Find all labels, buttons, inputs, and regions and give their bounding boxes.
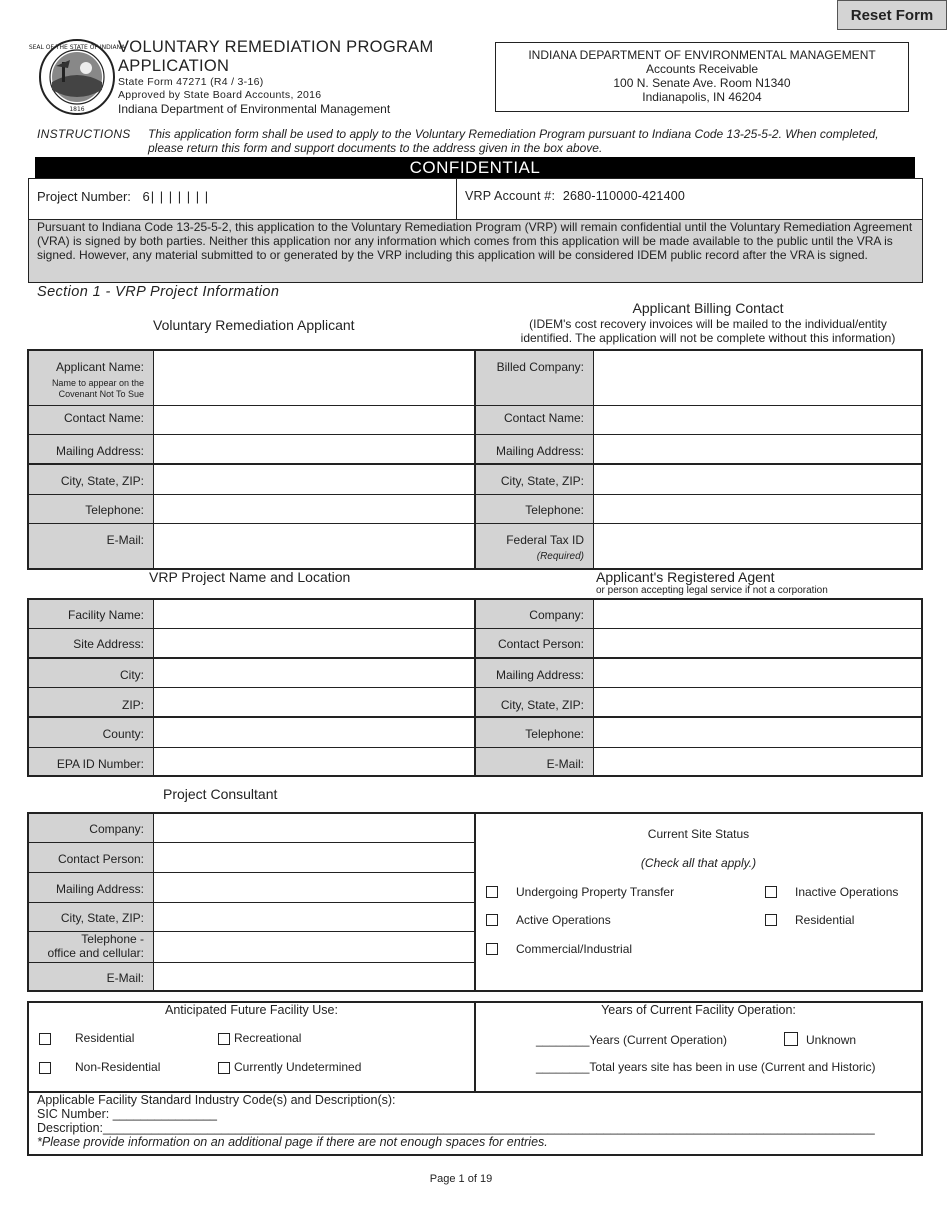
residential-status-label: Residential bbox=[795, 913, 855, 927]
title-line1: VOLUNTARY REMEDIATION PROGRAM bbox=[118, 38, 434, 56]
divider bbox=[27, 872, 476, 873]
federal-tax-id-label: Federal Tax ID bbox=[506, 533, 584, 547]
confidential-banner: CONFIDENTIAL bbox=[35, 157, 915, 178]
sic-section bbox=[37, 1093, 917, 1149]
instructions-text: This application form shall be used to apply to the Voluntary Remediation Program pursuant to Indiana Code 13-25-5-2. When completed, please return this form and support documents to the address given in the box above. bbox=[148, 127, 879, 155]
confidentiality-notice bbox=[29, 220, 922, 282]
consultant-city-label: City, State, ZIP: bbox=[60, 911, 144, 925]
applicant-name-note1: Name to appear on the bbox=[51, 378, 144, 388]
future-undetermined-label: Currently Undetermined bbox=[234, 1060, 362, 1074]
reset-form-button[interactable]: Reset Form bbox=[837, 0, 947, 30]
approval-line: Approved by State Board Accounts, 2016 bbox=[118, 89, 322, 101]
address-line3: 100 N. Senate Ave. Room N1340 bbox=[613, 76, 791, 90]
billing-heading: Applicant Billing Contact bbox=[632, 300, 784, 316]
agent-contact-label: Contact Person: bbox=[497, 637, 584, 651]
years-title: Years of Current Facility Operation: bbox=[601, 1003, 796, 1017]
billing-city-label: City, State, ZIP: bbox=[500, 474, 584, 488]
site-status-title: Current Site Status bbox=[647, 827, 750, 841]
applicant-name-label: Applicant Name: bbox=[55, 360, 144, 374]
consultant-tel-line1: Telephone - bbox=[81, 932, 144, 946]
divider bbox=[27, 902, 476, 903]
agent-note: or person accepting legal service if not a corporation bbox=[596, 585, 828, 596]
agent-heading: Applicant's Registered Agent bbox=[596, 569, 775, 585]
sic-number-line[interactable]: SIC Number: _______________ bbox=[37, 1107, 217, 1121]
section1-heading: Section 1 - VRP Project Information bbox=[37, 284, 280, 300]
active-operations-checkbox[interactable] bbox=[486, 914, 498, 926]
form-title bbox=[118, 38, 478, 102]
vrp-account-value: 2680-110000-421400 bbox=[562, 189, 686, 203]
vrp-account-field bbox=[465, 189, 685, 203]
sic-description-line[interactable]: Description:_______________________________________________________________________________________________________________ bbox=[37, 1121, 875, 1135]
divider bbox=[153, 349, 154, 570]
consultant-contact-label: Contact Person: bbox=[57, 852, 144, 866]
address-line4: Indianapolis, IN 46204 bbox=[642, 90, 762, 104]
billing-contact-label: Contact Name: bbox=[503, 411, 584, 425]
future-recreational-checkbox[interactable] bbox=[218, 1033, 230, 1045]
billed-company-input[interactable] bbox=[595, 352, 920, 404]
page-number: Page 1 of 19 bbox=[429, 1173, 493, 1185]
billing-note-line1: (IDEM's cost recovery invoices will be mailed to the individual/entity bbox=[529, 317, 887, 331]
future-residential-label: Residential bbox=[75, 1031, 135, 1045]
billed-company-label: Billed Company: bbox=[496, 360, 584, 374]
divider bbox=[456, 178, 457, 219]
future-residential-checkbox[interactable] bbox=[39, 1033, 51, 1045]
future-non-residential-checkbox[interactable] bbox=[39, 1062, 51, 1074]
location-heading: VRP Project Name and Location bbox=[149, 569, 351, 585]
consultant-heading: Project Consultant bbox=[163, 786, 278, 802]
sic-note: *Please provide information on an additional page if there are not enough spaces for entries. bbox=[37, 1135, 548, 1149]
divider bbox=[27, 657, 923, 659]
county-label: County: bbox=[102, 727, 144, 741]
residential-status-checkbox[interactable] bbox=[765, 914, 777, 926]
address-line2: Accounts Receivable bbox=[645, 62, 759, 76]
applicant-contact-label: Contact Name: bbox=[63, 411, 144, 425]
billing-note-line2: identified. The application will not be complete without this information) bbox=[520, 331, 896, 345]
facility-name-label: Facility Name: bbox=[67, 608, 144, 622]
applicant-email-label: E-Mail: bbox=[106, 533, 144, 547]
applicant-heading: Voluntary Remediation Applicant bbox=[153, 317, 355, 333]
divider bbox=[474, 349, 476, 570]
vrp-account-label: VRP Account #: bbox=[465, 189, 556, 203]
agent-company-label: Company: bbox=[529, 608, 584, 622]
divider bbox=[593, 349, 594, 570]
consultant-tel-line2: office and cellular: bbox=[47, 946, 144, 960]
tax-id-required-note: (Required) bbox=[536, 551, 584, 562]
applicant-name-note2: Covenant Not To Sue bbox=[58, 389, 144, 399]
consultant-mailing-label: Mailing Address: bbox=[55, 882, 144, 896]
indiana-state-seal bbox=[28, 38, 126, 116]
consultant-email-label: E-Mail: bbox=[106, 971, 144, 985]
applicant-name-input[interactable] bbox=[155, 352, 473, 404]
divider bbox=[27, 405, 923, 406]
city-label: City: bbox=[120, 668, 144, 682]
epa-id-label: EPA ID Number: bbox=[56, 757, 144, 771]
divider bbox=[27, 716, 923, 718]
divider bbox=[27, 842, 476, 843]
divider bbox=[27, 747, 923, 748]
years-unknown-checkbox[interactable] bbox=[784, 1032, 798, 1046]
property-transfer-label: Undergoing Property Transfer bbox=[516, 885, 675, 899]
billing-note bbox=[494, 317, 922, 345]
agent-mailing-label: Mailing Address: bbox=[495, 668, 584, 682]
agent-telephone-label: Telephone: bbox=[525, 727, 584, 741]
commercial-industrial-checkbox[interactable] bbox=[486, 943, 498, 955]
site-status-subtitle: (Check all that apply.) bbox=[640, 856, 757, 870]
property-transfer-checkbox[interactable] bbox=[486, 886, 498, 898]
divider bbox=[27, 523, 923, 524]
title-line2: APPLICATION bbox=[118, 57, 230, 75]
consultant-company-label: Company: bbox=[89, 822, 144, 836]
divider bbox=[27, 962, 476, 963]
active-operations-label: Active Operations bbox=[516, 913, 611, 927]
divider bbox=[27, 628, 923, 629]
instructions-label: INSTRUCTIONS bbox=[37, 127, 131, 141]
project-number-value: 6| | | | | | | bbox=[142, 189, 210, 204]
consultant-telephone-label bbox=[30, 932, 144, 960]
notice-text: Pursuant to Indiana Code 13-25-5-2, this application to the Voluntary Remediation Program (VRP) will remain confidential until the Voluntary Remediation Agreement (VRA) is signed by both parties. Neither this application nor any information which comes from this application will be made available to the public until the VRA is signed. However, any material submitted to or generated by the VRP including this application will be considered IDEM public record after the VRA is signed. bbox=[37, 220, 913, 262]
agent-email-label: E-Mail: bbox=[546, 757, 584, 771]
divider bbox=[27, 463, 923, 465]
site-address-label: Site Address: bbox=[73, 637, 144, 651]
mailing-address-box bbox=[495, 42, 909, 112]
future-non-residential-label: Non-Residential bbox=[75, 1060, 161, 1074]
zip-label: ZIP: bbox=[121, 698, 144, 712]
applicant-name-note bbox=[30, 378, 144, 400]
inactive-operations-checkbox[interactable] bbox=[765, 886, 777, 898]
project-number-field[interactable] bbox=[37, 189, 209, 204]
sic-title: Applicable Facility Standard Industry Code(s) and Description(s): bbox=[37, 1093, 396, 1107]
future-use-title: Anticipated Future Facility Use: bbox=[165, 1003, 338, 1017]
divider bbox=[27, 434, 923, 435]
applicant-mailing-label: Mailing Address: bbox=[55, 444, 144, 458]
department-name: Indiana Department of Environmental Management bbox=[118, 102, 391, 116]
future-undetermined-checkbox[interactable] bbox=[218, 1062, 230, 1074]
seal-year: 1816 bbox=[69, 106, 85, 113]
applicant-city-label: City, State, ZIP: bbox=[60, 474, 144, 488]
billing-telephone-label: Telephone: bbox=[525, 503, 584, 517]
address-line1: INDIANA DEPARTMENT OF ENVIRONMENTAL MANAGEMENT bbox=[528, 48, 876, 62]
divider bbox=[27, 687, 923, 688]
billing-mailing-label: Mailing Address: bbox=[495, 444, 584, 458]
applicant-telephone-label: Telephone: bbox=[85, 503, 144, 517]
project-number-label: Project Number: bbox=[37, 189, 131, 204]
years-unknown-label: Unknown bbox=[806, 1033, 857, 1047]
inactive-operations-label: Inactive Operations bbox=[795, 885, 899, 899]
divider bbox=[27, 494, 923, 495]
future-recreational-label: Recreational bbox=[234, 1031, 302, 1045]
commercial-industrial-label: Commercial/Industrial bbox=[516, 942, 633, 956]
seal-text: SEAL OF THE STATE OF INDIANA bbox=[28, 44, 126, 51]
agent-city-label: City, State, ZIP: bbox=[500, 698, 584, 712]
years-current-line[interactable]: ________Years (Current Operation) bbox=[536, 1033, 728, 1047]
form-number: State Form 47271 (R4 / 3-16) bbox=[118, 76, 264, 88]
years-total-line[interactable]: ________Total years site has been in use (Current and Historic) bbox=[536, 1060, 876, 1074]
